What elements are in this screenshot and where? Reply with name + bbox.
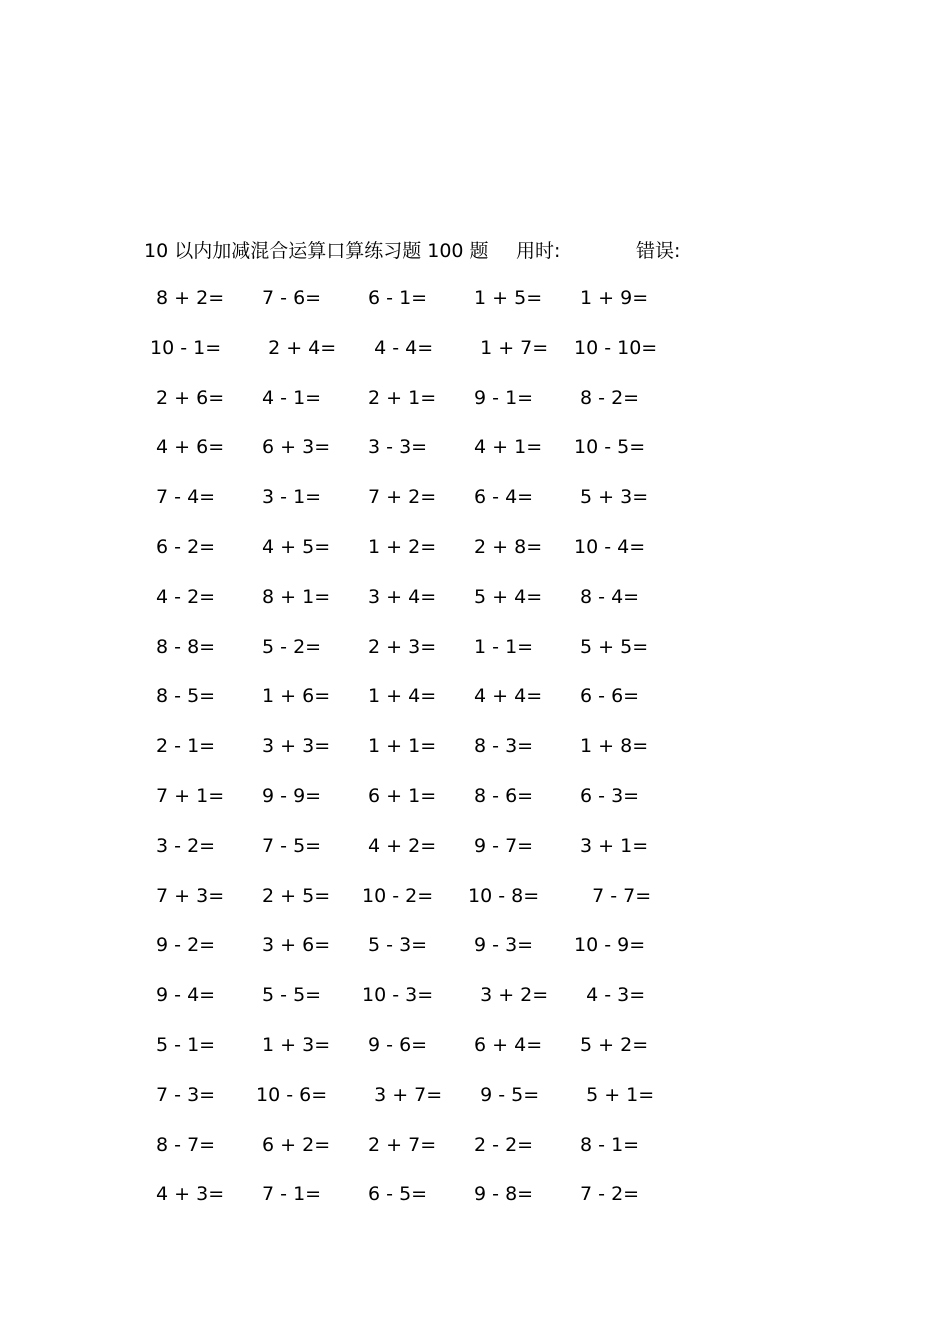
problem-item: 2 - 2=	[468, 1133, 534, 1156]
problem-item: 1 - 1=	[468, 635, 534, 658]
problem-row	[150, 931, 710, 981]
problem-item: 9 - 2=	[150, 934, 216, 957]
problem-item: 6 + 3=	[256, 436, 331, 459]
problem-row	[150, 433, 710, 483]
problem-item: 9 - 4=	[150, 984, 216, 1007]
problem-row	[150, 832, 710, 882]
problem-item: 4 + 5=	[256, 535, 331, 558]
problem-row	[150, 782, 710, 832]
problem-item: 1 + 4=	[362, 685, 437, 708]
problem-item: 6 + 1=	[362, 784, 437, 807]
problem-item: 8 - 2=	[574, 386, 640, 409]
problem-item: 1 + 2=	[362, 535, 437, 558]
problem-item: 6 - 1=	[362, 287, 428, 309]
problem-item: 4 + 6=	[150, 436, 225, 459]
problem-item: 10 - 4=	[574, 535, 646, 558]
problem-item: 4 + 2=	[362, 834, 437, 857]
problem-row	[150, 583, 710, 633]
problem-row	[150, 384, 710, 434]
problem-item: 5 + 1=	[574, 1083, 655, 1106]
problem-item: 7 - 6=	[256, 287, 322, 309]
problem-item: 8 - 5=	[150, 685, 216, 708]
problem-row	[150, 682, 710, 732]
problem-item: 3 + 2=	[468, 984, 549, 1007]
problem-item: 8 - 1=	[574, 1133, 640, 1156]
problem-item: 9 - 8=	[468, 1183, 534, 1206]
problem-item: 8 - 7=	[150, 1133, 216, 1156]
problem-item: 3 + 3=	[256, 735, 331, 758]
problem-grid	[150, 284, 710, 1230]
problem-item: 10 - 8=	[468, 884, 540, 907]
problem-item: 4 + 4=	[468, 685, 543, 708]
problem-item: 7 - 2=	[574, 1183, 640, 1206]
problem-item: 9 - 9=	[256, 784, 322, 807]
time-label: 用时:	[516, 240, 561, 262]
problem-item: 2 + 4=	[256, 336, 337, 359]
problem-row	[150, 334, 710, 384]
problem-item: 5 - 3=	[362, 934, 428, 957]
problem-item: 4 + 3=	[150, 1183, 225, 1206]
problem-item: 6 - 2=	[150, 535, 216, 558]
problem-item: 3 + 7=	[362, 1083, 443, 1106]
problem-item: 5 - 1=	[150, 1033, 216, 1056]
problem-item: 6 - 3=	[574, 784, 640, 807]
problem-item: 5 + 5=	[574, 635, 649, 658]
problem-item: 6 - 5=	[362, 1183, 428, 1206]
problem-item: 2 + 8=	[468, 535, 543, 558]
problem-item: 4 - 4=	[362, 336, 434, 359]
problem-item: 10 - 10=	[574, 336, 658, 359]
worksheet-title: 10 以内加减混合运算口算练习题 100 题	[144, 240, 489, 262]
problem-item: 1 + 6=	[256, 685, 331, 708]
problem-item: 8 - 6=	[468, 784, 534, 807]
problem-row	[150, 732, 710, 782]
problem-item: 10 - 5=	[574, 436, 646, 459]
problem-item: 2 + 5=	[256, 884, 331, 907]
problem-item: 9 - 5=	[468, 1083, 540, 1106]
problem-item: 3 + 1=	[574, 834, 649, 857]
problem-item: 4 - 1=	[256, 386, 322, 409]
problem-item: 7 + 1=	[150, 784, 225, 807]
problem-row	[150, 1131, 710, 1181]
problem-item: 10 - 2=	[362, 884, 434, 907]
problem-item: 7 - 1=	[256, 1183, 322, 1206]
problem-item: 3 + 6=	[256, 934, 331, 957]
problem-item: 3 - 2=	[150, 834, 216, 857]
problem-item: 4 - 3=	[574, 984, 646, 1007]
problem-item: 2 + 6=	[150, 386, 225, 409]
problem-item: 4 + 1=	[468, 436, 543, 459]
problem-item: 8 + 2=	[150, 287, 225, 309]
problem-item: 1 + 5=	[468, 287, 543, 309]
problem-row	[150, 1180, 710, 1230]
problem-item: 2 - 1=	[150, 735, 216, 758]
problem-item: 4 - 2=	[150, 585, 216, 608]
problem-item: 10 - 1=	[150, 336, 222, 359]
problem-item: 3 - 1=	[256, 486, 322, 509]
problem-item: 1 + 7=	[468, 336, 549, 359]
problem-item: 1 + 3=	[256, 1033, 331, 1056]
problem-row	[150, 633, 710, 683]
problem-row	[150, 981, 710, 1031]
problem-item: 5 + 2=	[574, 1033, 649, 1056]
problem-item: 9 - 1=	[468, 386, 534, 409]
problem-item: 9 - 3=	[468, 934, 534, 957]
problem-item: 6 - 6=	[574, 685, 640, 708]
problem-item: 8 - 8=	[150, 635, 216, 658]
problem-item: 10 - 9=	[574, 934, 646, 957]
problem-item: 2 + 3=	[362, 635, 437, 658]
problem-item: 2 + 7=	[362, 1133, 437, 1156]
problem-item: 1 + 9=	[574, 287, 649, 309]
problem-item: 3 - 3=	[362, 436, 428, 459]
problem-item: 9 - 7=	[468, 834, 534, 857]
problem-item: 8 - 3=	[468, 735, 534, 758]
problem-item: 6 + 4=	[468, 1033, 543, 1056]
problem-item: 10 - 3=	[362, 984, 434, 1007]
problem-item: 1 + 1=	[362, 735, 437, 758]
problem-item: 5 - 2=	[256, 635, 322, 658]
problem-item: 7 - 7=	[574, 884, 652, 907]
problem-row	[150, 284, 710, 334]
problem-item: 5 + 4=	[468, 585, 543, 608]
problem-item: 9 - 6=	[362, 1033, 428, 1056]
problem-item: 5 - 5=	[256, 984, 322, 1007]
problem-row	[150, 1031, 710, 1081]
problem-item: 7 + 2=	[362, 486, 437, 509]
problem-item: 10 - 6=	[256, 1083, 328, 1106]
problem-item: 2 + 1=	[362, 386, 437, 409]
problem-row	[150, 483, 710, 533]
problem-row	[150, 533, 710, 583]
problem-item: 7 - 4=	[150, 486, 216, 509]
problem-row	[150, 882, 710, 932]
problem-item: 3 + 4=	[362, 585, 437, 608]
problem-item: 7 - 3=	[150, 1083, 216, 1106]
problem-item: 7 + 3=	[150, 884, 225, 907]
error-label: 错误:	[636, 240, 681, 262]
problem-item: 5 + 3=	[574, 486, 649, 509]
problem-row	[150, 1081, 710, 1131]
problem-item: 8 - 4=	[574, 585, 640, 608]
problem-item: 6 - 4=	[468, 486, 534, 509]
problem-item: 1 + 8=	[574, 735, 649, 758]
problem-item: 8 + 1=	[256, 585, 331, 608]
problem-item: 6 + 2=	[256, 1133, 331, 1156]
problem-item: 7 - 5=	[256, 834, 322, 857]
